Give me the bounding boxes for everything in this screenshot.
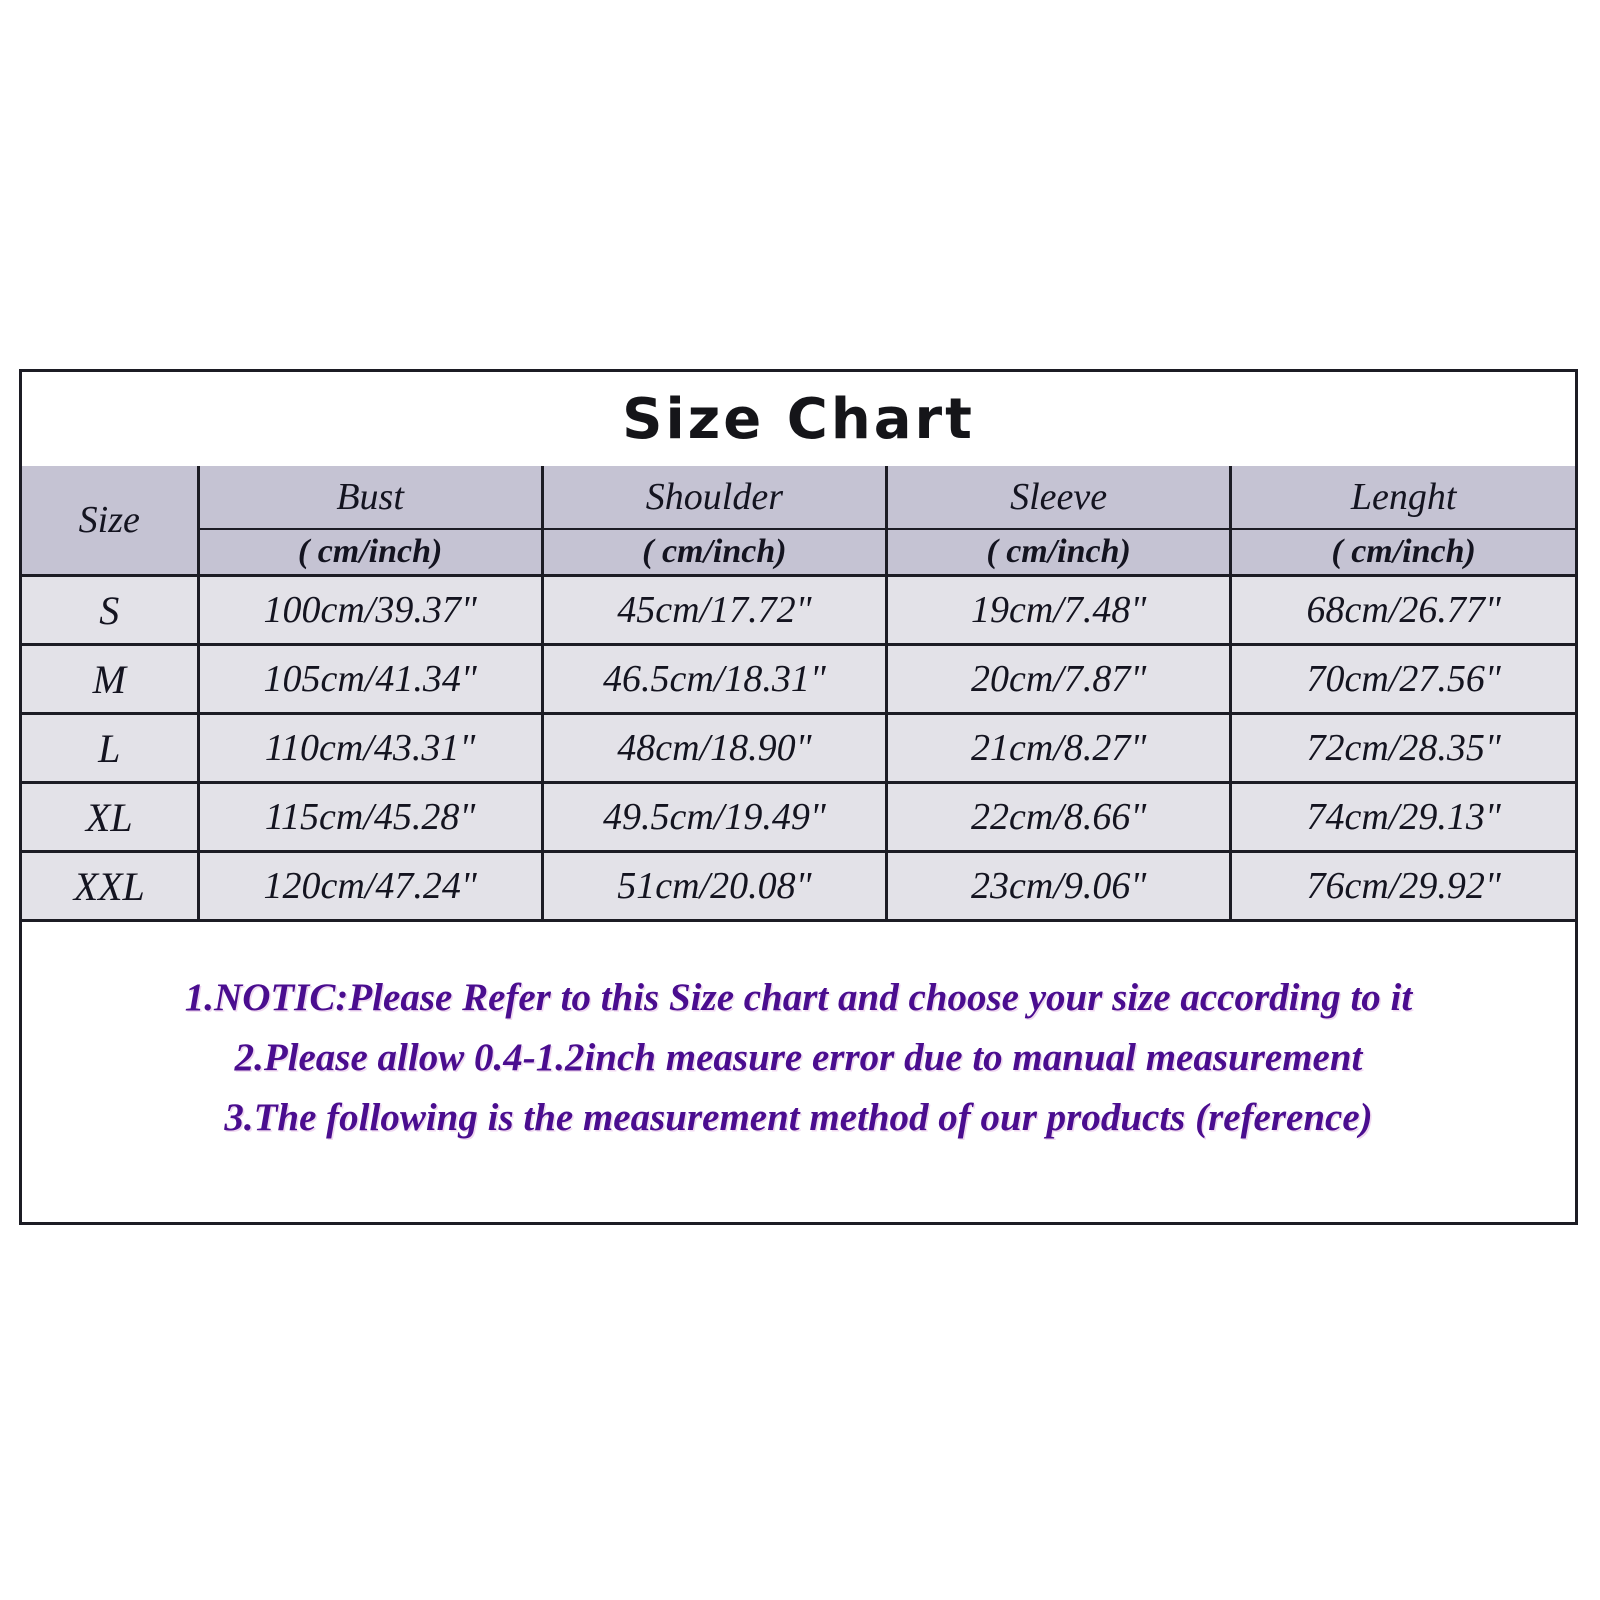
- column-header-length: Lenght: [1231, 466, 1575, 529]
- table-row-xl: [22, 783, 1575, 852]
- sleeve-value: 21cm/8.27": [887, 714, 1231, 783]
- unit-shoulder: ( cm/inch): [542, 529, 886, 576]
- size-label: L: [22, 714, 198, 783]
- size-label: XL: [22, 783, 198, 852]
- shoulder-value: 51cm/20.08": [542, 852, 886, 921]
- column-header-sleeve: Sleeve: [887, 466, 1231, 529]
- length-value: 70cm/27.56": [1231, 645, 1575, 714]
- sleeve-value: 22cm/8.66": [887, 783, 1231, 852]
- bust-value: 110cm/43.31": [198, 714, 542, 783]
- unit-sleeve: ( cm/inch): [887, 529, 1231, 576]
- header-row-units: [22, 529, 1575, 576]
- header-row-labels: [22, 466, 1575, 529]
- bust-value: 115cm/45.28": [198, 783, 542, 852]
- shoulder-value: 46.5cm/18.31": [542, 645, 886, 714]
- bust-value: 100cm/39.37": [198, 576, 542, 645]
- bust-value: 105cm/41.34": [198, 645, 542, 714]
- table-row-xxl: [22, 852, 1575, 921]
- bust-value: 120cm/47.24": [198, 852, 542, 921]
- sleeve-value: 23cm/9.06": [887, 852, 1231, 921]
- table-row-m: [22, 645, 1575, 714]
- note-line-3: 3.The following is the measurement method of our products (reference): [224, 1096, 1373, 1139]
- unit-bust: ( cm/inch): [198, 529, 542, 576]
- table-row-l: [22, 714, 1575, 783]
- shoulder-value: 45cm/17.72": [542, 576, 886, 645]
- table-row-s: [22, 576, 1575, 645]
- note-line-2: 2.Please allow 0.4-1.2inch measure error due to manual measurement: [234, 1036, 1363, 1079]
- shoulder-value: 49.5cm/19.49": [542, 783, 886, 852]
- length-value: 74cm/29.13": [1231, 783, 1575, 852]
- size-label: S: [22, 576, 198, 645]
- size-label: XXL: [22, 852, 198, 921]
- size-label: M: [22, 645, 198, 714]
- size-chart-panel: [19, 369, 1578, 1225]
- length-value: 68cm/26.77": [1231, 576, 1575, 645]
- length-value: 76cm/29.92": [1231, 852, 1575, 921]
- column-header-bust: Bust: [198, 466, 542, 529]
- title-band: [22, 372, 1575, 466]
- size-table: [22, 466, 1575, 922]
- sleeve-value: 19cm/7.48": [887, 576, 1231, 645]
- unit-length: ( cm/inch): [1231, 529, 1575, 576]
- notes-section: [22, 922, 1575, 1148]
- length-value: 72cm/28.35": [1231, 714, 1575, 783]
- column-header-shoulder: Shoulder: [542, 466, 886, 529]
- sleeve-value: 20cm/7.87": [887, 645, 1231, 714]
- column-header-size: Size: [22, 466, 198, 576]
- note-line-1: 1.NOTIC:Please Refer to this Size chart and choose your size according to it: [184, 976, 1413, 1019]
- page-title: Size Chart: [622, 386, 975, 452]
- shoulder-value: 48cm/18.90": [542, 714, 886, 783]
